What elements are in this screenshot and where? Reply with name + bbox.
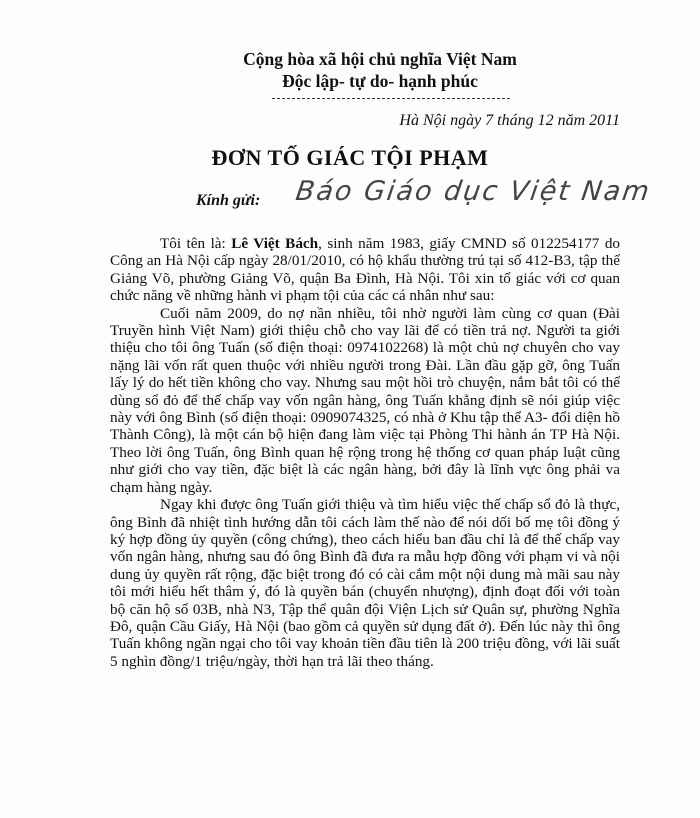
intro-text: Tôi tên là: [160, 235, 232, 252]
document-title: ĐƠN TỐ GIÁC TỘI PHẠM [211, 145, 489, 170]
intro-rest: , sinh năm 1983, giấy CMND số 012254177 do Công an Hà Nội cấp ngày 28/01/2010, có hộ khẩu thường trú tại số 412-B3, tập thể Giảng Võ, phường Giảng Võ, quận Ba Đình, Hà Nội. Tôi xin tố giác với cơ quan chức năng về những hành vi phạm tội của các cá nhân như sau: [110, 235, 621, 305]
paragraph-1 [110, 235, 620, 305]
document-body [110, 235, 620, 670]
header-divider [272, 98, 510, 99]
paragraph-2: Cuối năm 2009, do nợ nần nhiều, tôi nhờ người làm cùng cơ quan (Đài Truyền hình Việt Nam) giới thiệu chỗ cho vay lãi để có tiền trả nợ. Người ta giới thiệu cho tôi ông Tuấn (số điện thoại: 0974102268) là một chủ nợ chuyên cho vay nặng lãi vốn rất quen thuộc với nhiều người trong Đài. Lần đầu gặp gỡ, ông Tuấn lấy lý do hết tiền không cho vay. Nhưng sau một hồi trò chuyện, nắm bắt tôi có thể dùng sổ đỏ để thế chấp vay vốn ngân hàng, ông Tuấn khẳng định sẽ nói giúp việc này với ông Bình (số điện thoại: 0909074325, có nhà ở Khu tập thể A3- đối diện hồ Thành Công), là một cán bộ hiện đang làm việc tại Phòng Thi hành án TP Hà Nội. Theo lời ông Tuấn, ông Bình quan hệ rộng trong hệ thống cơ quan pháp luật cũng như giới cho vay tiền, đặc biệt là các ngân hàng, bởi đây là lĩnh vực ông phải va chạm hàng ngày. [110, 304, 620, 496]
author-name: Lê Việt Bách [231, 235, 319, 252]
addressee-label: Kính gửi: [196, 192, 261, 209]
addressee-handwritten: Báo Giáo dục Việt Nam [293, 176, 653, 207]
paragraph-3: Ngay khi được ông Tuấn giới thiệu và tìm hiểu việc thế chấp sổ đỏ là thực, ông Bình đã nhiệt tình hướng dẫn tôi cách làm thế nào để nói dối bố mẹ tôi đồng ý ký hợp đồng ủy quyền (công chứng), theo cách hiểu ban đầu chỉ là để thế chấp vay vốn ngân hàng, nhưng sau đó ông Bình đã đưa ra mẫu hợp đồng với phạm vi và nội dung ủy quyền rất rộng, đặc biệt trong đó có cài cắm một nội dung mà mãi sau này tôi mới hiểu hết thâm ý, đó là quyền bán (chuyển nhượng), định đoạt đối với toàn bộ căn hộ số 03B, nhà N3, Tập thể quân đội Viện Lịch sử Quân sự, phường Nghĩa Đô, quận Cầu Giấy, Hà Nội (bao gồm cả quyền sử dụng đất ở). Đến lúc này thì ông Tuấn không ngần ngại cho tôi vay khoản tiền đầu tiên là 200 triệu đồng, với lãi suất 5 nghìn đồng/1 triệu/ngày, thời hạn trả lãi theo tháng. [110, 496, 620, 670]
national-title: Cộng hòa xã hội chủ nghĩa Việt Nam [243, 49, 517, 69]
document-date: Hà Nội ngày 7 tháng 12 năm 2011 [399, 112, 620, 129]
national-motto: Độc lập- tự do- hạnh phúc [282, 71, 478, 91]
